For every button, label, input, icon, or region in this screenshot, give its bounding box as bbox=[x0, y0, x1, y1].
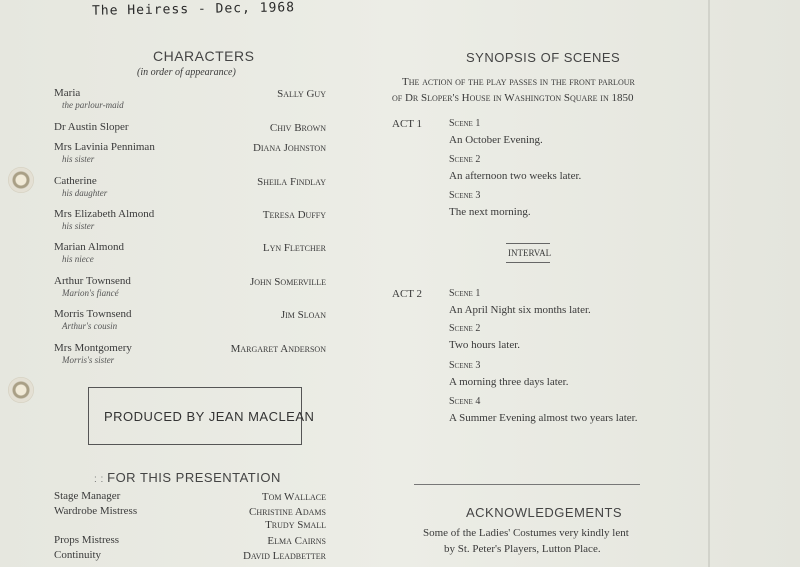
interval-rule-top bbox=[506, 243, 550, 244]
act1-label: ACT 1 bbox=[392, 118, 423, 130]
scene-description: A morning three days later. bbox=[449, 376, 569, 388]
cast-character-description: Marion's fiancé bbox=[62, 288, 119, 298]
cast-character-name: Mrs Montgomery bbox=[54, 342, 132, 354]
cast-character-description: Morris's sister bbox=[62, 355, 115, 365]
cast-character-name: Catherine bbox=[54, 175, 97, 187]
cast-actor-name: John Somerville bbox=[249, 276, 326, 288]
presentation-heading-text: FOR THIS PRESENTATION bbox=[107, 470, 281, 485]
producer-credit: PRODUCED BY JEAN MACLEAN bbox=[104, 409, 315, 424]
scene-label: Scene 1 bbox=[449, 118, 481, 129]
heading-ornament: : : bbox=[94, 474, 108, 485]
acknowledgements-rule bbox=[414, 484, 640, 485]
synopsis-heading: SYNOPSIS OF SCENES bbox=[466, 50, 621, 65]
crew-role: Stage Manager bbox=[54, 490, 121, 502]
interval-rule-bottom bbox=[506, 262, 550, 263]
crew-role: Props Mistress bbox=[54, 534, 120, 546]
cast-character-name: Arthur Townsend bbox=[54, 275, 131, 287]
presentation-heading bbox=[94, 470, 281, 485]
scene-description: The next morning. bbox=[449, 206, 531, 218]
scene-description: Two hours later. bbox=[449, 339, 521, 351]
cast-character-name: Marian Almond bbox=[54, 241, 124, 253]
cast-character-description: his sister bbox=[62, 154, 95, 164]
cast-actor-name: Jim Sloan bbox=[280, 309, 326, 321]
scene-description: An afternoon two weeks later. bbox=[449, 170, 582, 182]
crew-name: David Leadbetter bbox=[242, 550, 326, 562]
cast-character-description: his daughter bbox=[62, 188, 108, 198]
cast-character-description: the parlour-maid bbox=[62, 100, 124, 110]
acknowledgements-heading: ACKNOWLEDGEMENTS bbox=[466, 505, 623, 520]
acknowledgements-line1: Some of the Ladies' Costumes very kindly lent bbox=[423, 527, 629, 539]
cast-actor-name: Chiv Brown bbox=[269, 122, 326, 134]
scene-label: Scene 1 bbox=[449, 288, 481, 299]
crew-role: Continuity bbox=[54, 549, 102, 561]
scene-description: An October Evening. bbox=[449, 134, 543, 146]
scene-label: Scene 2 bbox=[449, 154, 481, 165]
characters-heading: CHARACTERS bbox=[153, 48, 255, 64]
scene-label: Scene 3 bbox=[449, 360, 481, 371]
cast-character-name: Maria bbox=[54, 87, 81, 99]
cast-character-name: Mrs Lavinia Penniman bbox=[54, 141, 155, 153]
cast-actor-name: Teresa Duffy bbox=[262, 209, 326, 221]
crew-name: Tom Wallace bbox=[261, 491, 326, 503]
scene-label: Scene 4 bbox=[449, 396, 481, 407]
scene-description: An April Night six months later. bbox=[449, 304, 591, 316]
crew-role: Wardrobe Mistress bbox=[54, 505, 138, 517]
cast-actor-name: Sheila Findlay bbox=[257, 176, 326, 188]
scene-label: Scene 3 bbox=[449, 190, 481, 201]
cast-character-name: Mrs Elizabeth Almond bbox=[54, 208, 155, 220]
characters-subheading: (in order of appearance) bbox=[137, 67, 236, 78]
crew-name: Elma Cairns bbox=[267, 535, 326, 547]
crew-name: Christine Adams bbox=[249, 506, 326, 518]
synopsis-intro-line2: of Dr Sloper's House in Washington Square in 1850 bbox=[392, 92, 634, 104]
cast-actor-name: Margaret Anderson bbox=[230, 343, 326, 355]
punch-hole-bottom bbox=[8, 377, 34, 403]
handwritten-note: The Heiress - Dec, 1968 bbox=[91, 0, 296, 19]
scene-description: A Summer Evening almost two years later. bbox=[449, 412, 638, 424]
cast-character-description: his sister bbox=[62, 221, 95, 231]
interval-label: INTERVAL bbox=[508, 248, 552, 258]
cast-character-description: Arthur's cousin bbox=[62, 321, 118, 331]
cast-actor-name: Lyn Fletcher bbox=[262, 242, 326, 254]
synopsis-intro-line1: The action of the play passes in the front parlour bbox=[402, 76, 635, 88]
cast-actor-name: Sally Guy bbox=[277, 88, 326, 100]
page-fold bbox=[708, 0, 710, 567]
punch-hole-top bbox=[8, 167, 34, 193]
cast-character-name: Dr Austin Sloper bbox=[54, 121, 129, 133]
acknowledgements-line2: by St. Peter's Players, Lutton Place. bbox=[444, 543, 601, 555]
crew-name: Trudy Small bbox=[265, 519, 326, 531]
cast-actor-name: Diana Johnston bbox=[252, 142, 326, 154]
scene-label: Scene 2 bbox=[449, 323, 481, 334]
cast-character-name: Morris Townsend bbox=[54, 308, 132, 320]
cast-character-description: his niece bbox=[62, 254, 94, 264]
act2-label: ACT 2 bbox=[392, 288, 423, 300]
